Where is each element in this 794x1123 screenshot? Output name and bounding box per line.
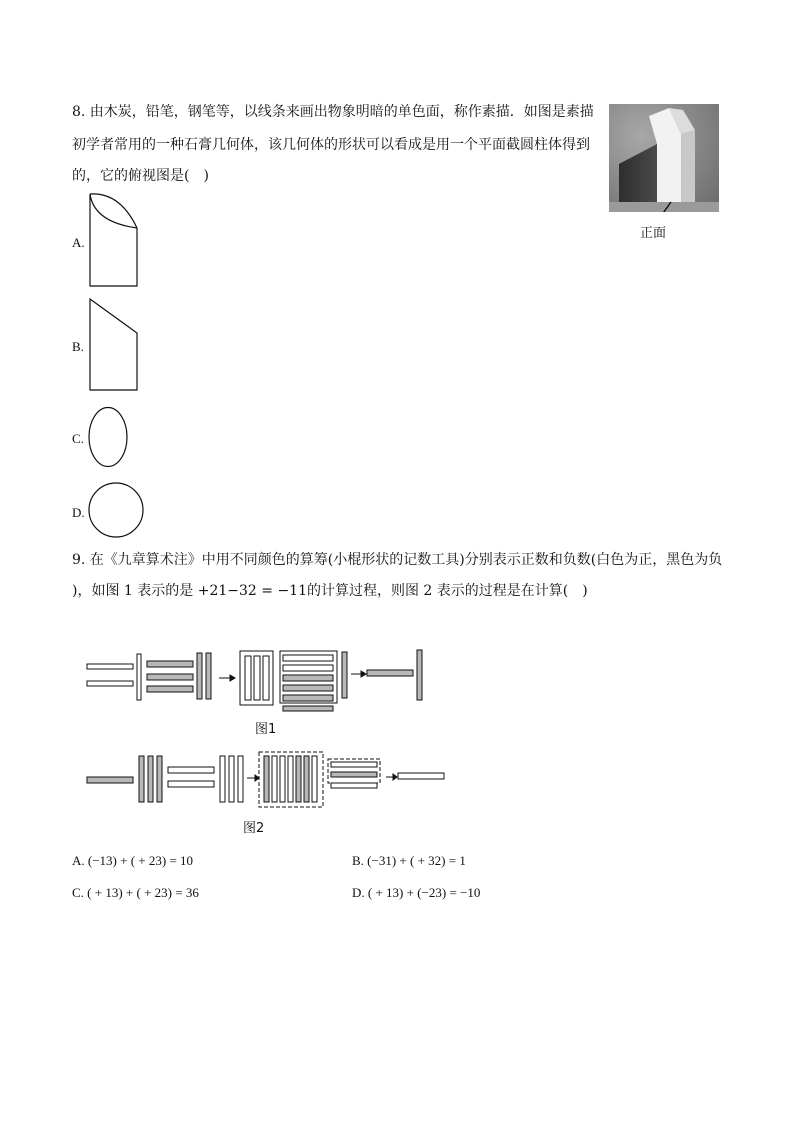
figure-1-caption: 图1 (255, 722, 277, 737)
q9-answer-c: C. ( + 13) + ( + 23) = 36 (72, 885, 199, 900)
q8-text-line-1: 8. 由木炭，铅笔，钢笔等，以线条来画出物象明暗的单色面，称作素描．如图是素描 (72, 104, 594, 120)
q8-text-line-3: 的，它的俯视图是( ) (72, 168, 209, 184)
q9-answer-a: A. (−13) + ( + 23) = 10 (72, 853, 194, 868)
q9-text-line-1: 9. 在《九章算术注》中用不同颜色的算筹(小棍形状的记数工具)分别表示正数和负数(白色为正，黑色为负 (72, 552, 723, 568)
counting-rods-figure-1 (85, 648, 430, 710)
q8-option-d-figure (88, 482, 146, 540)
q9-answer-d: D. ( + 13) + (−23) = −10 (352, 885, 481, 900)
q8-option-d-label: D. (72, 505, 85, 520)
q8-option-b-label: B. (72, 339, 84, 354)
counting-rods-figure-2 (85, 750, 450, 810)
q8-option-a-label: A. (72, 235, 85, 250)
q9-text-line-2: )，如图 1 表示的是 +21−32 = −11的计算过程，则图 2 表示的过程是在计算( ) (72, 583, 588, 599)
q9-answer-b: B. (−31) + ( + 32) = 1 (352, 853, 466, 868)
plaster-solid-photo (609, 104, 719, 212)
photo-caption: 正面 (640, 226, 667, 241)
q8-option-b-figure (88, 297, 140, 393)
figure-2-caption: 图2 (243, 821, 265, 836)
q8-option-a-figure (88, 192, 140, 290)
q8-option-c-label: C. (72, 431, 84, 446)
q8-text-line-2: 初学者常用的一种石膏几何体，该几何体的形状可以看成是用一个平面截圆柱体得到 (72, 137, 590, 153)
q8-option-c-figure (88, 406, 130, 470)
